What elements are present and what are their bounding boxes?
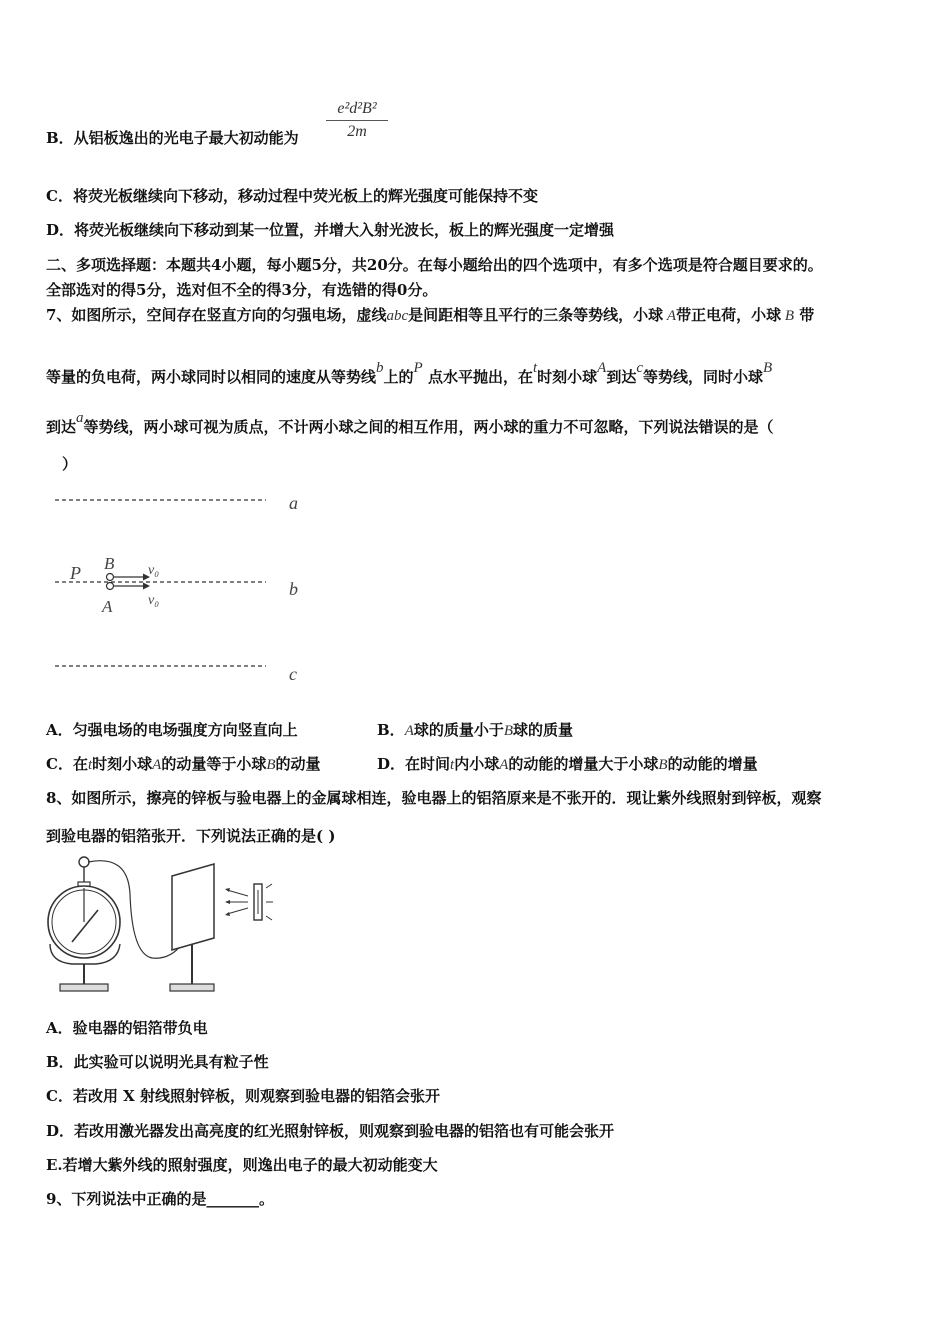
section2-header-line2: 全部选对的得5分，选对但不全的得3分，有选错的得0分。 — [46, 281, 438, 299]
label-B: B — [104, 554, 115, 573]
label-a: a — [289, 493, 298, 513]
q8-option-c: C．若改用 X 射线照射锌板，则观察到验电器的铝箔会张开 — [46, 1087, 441, 1105]
electroscope-base — [60, 984, 108, 991]
q8-electroscope-figure — [42, 854, 282, 996]
q7-option-a: A．匀强电场的电场强度方向竖直向上 — [46, 721, 298, 739]
q8-stem-line2: 到验电器的铝箔张开．下列说法正确的是( ) — [46, 827, 336, 845]
q7-stem-line1: 7、如图所示，空间存在竖直方向的匀强电场，虚线abc是间距相等且平行的三条等势线，小球 A带正电荷，小球 B 带 — [46, 306, 815, 324]
q7-option-d: D．在时间t内小球A的动能的增量大于小球B的动能的增量 — [377, 755, 758, 773]
section2-header-line1: 二、多项选择题：本题共4小题，每小题5分，共20分。在每小题给出的四个选项中，有多个选项是符合题目要求的。 — [46, 256, 823, 274]
q7-stem-line3: 到达a等势线，两小球可视为质点，不计两小球之间的相互作用，两小球的重力不可忽略，下列说法错误的是（ — [46, 410, 774, 436]
label-A: A — [102, 597, 113, 616]
q9-stem: 9、下列说法中正确的是_______。 — [46, 1190, 274, 1208]
q8-option-b: B．此实验可以说明光具有粒子性 — [46, 1053, 269, 1071]
electroscope-knob — [79, 857, 89, 867]
q7-option-c: C．在t时刻小球A的动量等于小球B的动量 — [46, 755, 321, 773]
q8-option-a: A．验电器的铝箔带负电 — [46, 1019, 208, 1037]
zinc-plate — [172, 864, 214, 950]
q7-option-b: B．A球的质量小于B球的质量 — [377, 721, 574, 739]
label-v0-bottom: v₀ — [148, 593, 160, 608]
zinc-plate-base — [170, 984, 214, 991]
label-P: P — [70, 563, 81, 583]
label-v0-top: v₀ — [148, 563, 160, 578]
ball-A — [107, 583, 114, 590]
q8-stem-line1: 8、如图所示，擦亮的锌板与验电器上的金属球相连，验电器上的铝箔原来是不张开的．现让紫外线照射到锌板，观察 — [46, 789, 822, 807]
fraction-denominator: 2m — [347, 123, 367, 140]
q6-option-c: C．将荧光板继续向下移动，移动过程中荧光板上的辉光强度可能保持不变 — [46, 187, 538, 205]
q7-stem-line4: ） — [62, 455, 78, 473]
q7-stem-line2: 等量的负电荷，两小球同时以相同的速度从等势线b上的P 点水平抛出，在t时刻小球A到达c等势线，同时小球B — [46, 360, 773, 386]
q7-equipotential-figure — [40, 482, 330, 702]
q6-option-b: B．从铝板逸出的光电子最大初动能为 — [46, 129, 299, 147]
q6-option-b-fraction — [326, 100, 388, 141]
label-b: b — [289, 579, 298, 599]
label-c: c — [289, 664, 297, 684]
fraction-numerator: e²d²B² — [326, 100, 388, 121]
q8-option-e: E.若增大紫外线的照射强度，则逸出电子的最大初动能变大 — [46, 1156, 438, 1174]
q6-option-d: D．将荧光板继续向下移动到某一位置，并增大入射光波长，板上的辉光强度一定增强 — [46, 221, 615, 239]
q8-option-d: D．若改用激光器发出高亮度的红光照射锌板，则观察到验电器的铝箔也有可能会张开 — [46, 1122, 615, 1140]
ball-B — [107, 574, 114, 581]
